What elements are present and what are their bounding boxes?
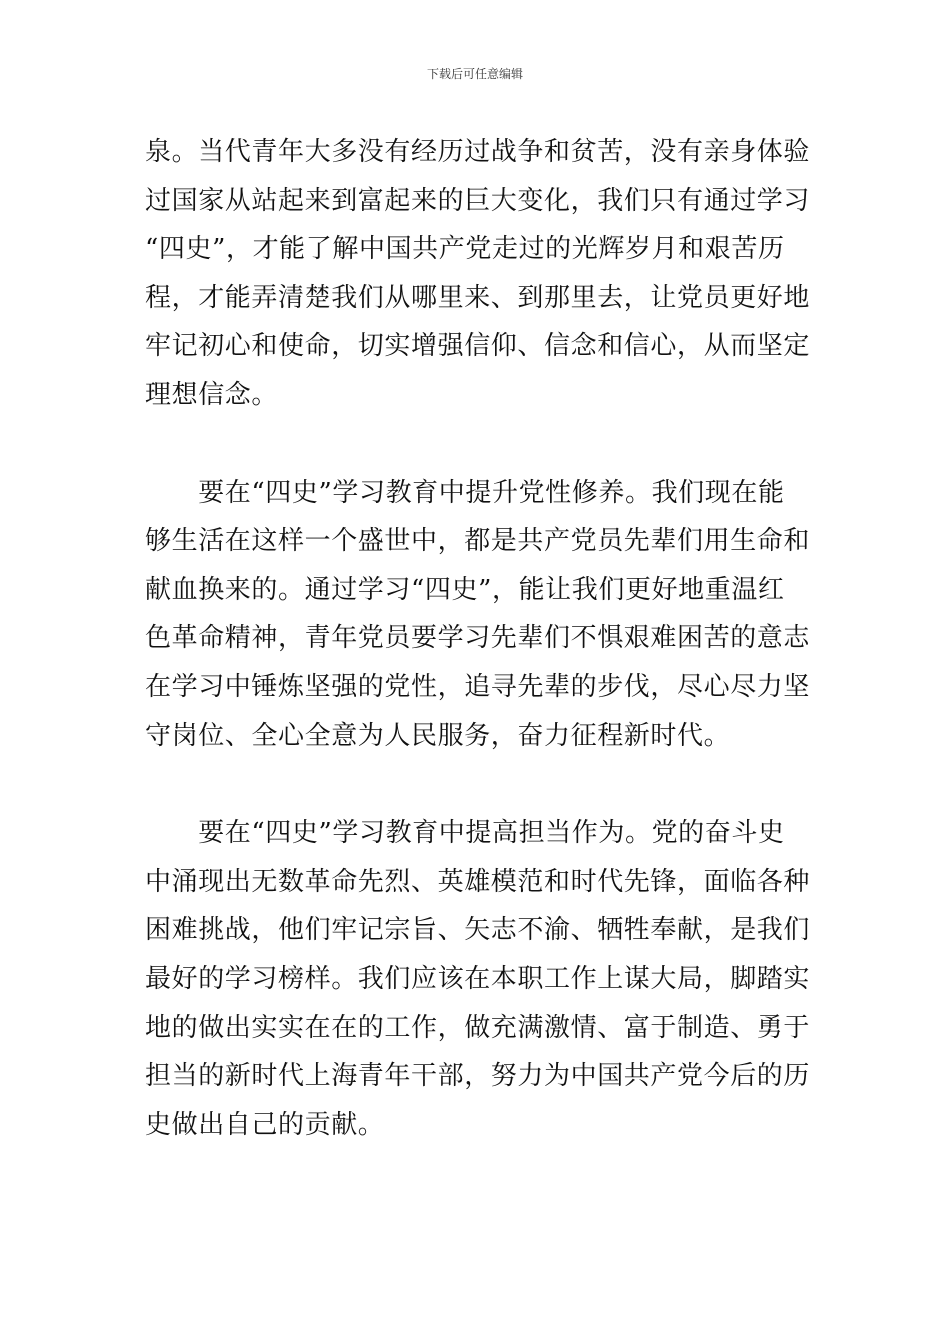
text-line: 够生活在这样一个盛世中，都是共产党员先辈们用生命和 [145,526,811,557]
text-line: 史做出自己的贡献。 [145,1109,385,1140]
text-line: 要在“四史”学习教育中提升党性修养。我们现在能 [145,477,785,508]
paragraph-1 [145,128,810,420]
text-line: 献血换来的。通过学习“四史”，能让我们更好地重温红 [145,574,785,605]
text-line: 牢记初心和使命，切实增强信仰、信念和信心，从而坚定 [145,331,811,362]
text-line: 担当的新时代上海青年干部，努力为中国共产党今后的历 [145,1061,811,1092]
text-line: “四史”，才能了解中国共产党走过的光辉岁月和艰苦历 [145,234,785,265]
text-line: 在学习中锤炼坚强的党性，追寻先辈的步伐，尽心尽力坚 [145,671,811,702]
text-line: 色革命精神，青年党员要学习先辈们不惧艰难困苦的意志 [145,623,811,654]
text-line: 守岗位、全心全意为人民服务，奋力征程新时代。 [145,720,731,751]
text-line: 过国家从站起来到富起来的巨大变化，我们只有通过学习 [145,185,811,216]
text-line: 理想信念。 [145,379,279,410]
paragraph-2 [145,469,810,761]
text-line: 困难挑战，他们牢记宗旨、矢志不渝、牺牲奉献，是我们 [145,915,811,946]
text-line: 泉。当代青年大多没有经历过战争和贫苦，没有亲身体验 [145,137,811,167]
text-line: 要在“四史”学习教育中提高担当作为。党的奋斗史 [145,818,785,849]
page-header-note: 下载后可任意编辑 [426,67,523,81]
text-line: 中涌现出无数革命先烈、英雄模范和时代先锋，面临各种 [145,866,811,897]
text-line: 地的做出实实在在的工作，做充满激情、富于制造、勇于 [145,1012,811,1043]
text-line: 最好的学习榜样。我们应该在本职工作上谋大局，脚踏实 [145,963,811,994]
document-body [145,128,810,1149]
text-line: 程，才能弄清楚我们从哪里来、到那里去，让党员更好地 [145,282,811,313]
paragraph-3 [145,809,810,1149]
